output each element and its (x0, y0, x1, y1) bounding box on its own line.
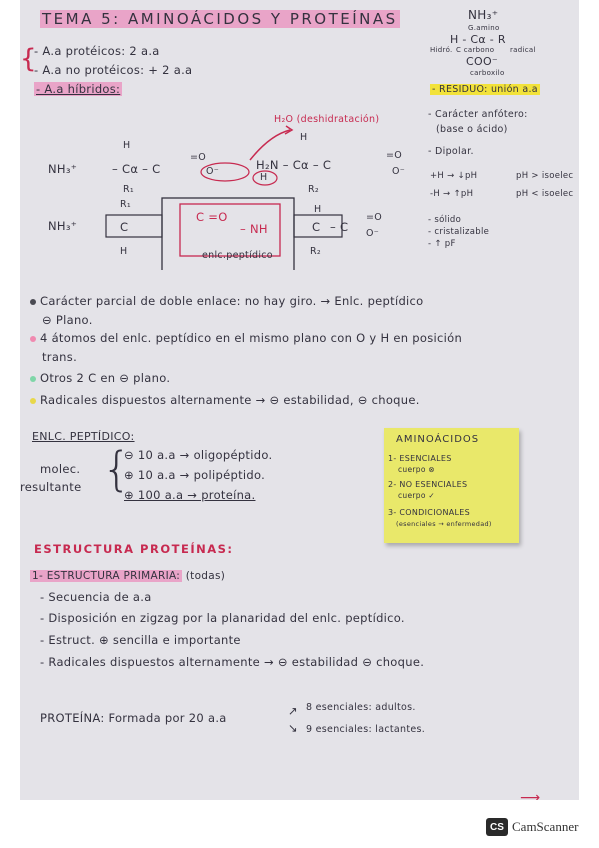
proteina-branch-1: 8 esenciales: adultos. (306, 702, 416, 713)
formula-coo: COO⁻ (466, 55, 499, 68)
residuo-label: - RESIDUO: unión a.a (432, 84, 538, 95)
bullet-3: Otros 2 C en ⊖ plano. (30, 371, 170, 385)
r2-top: R₂ (308, 184, 320, 195)
estructura-sub: 1- ESTRUCTURA PRIMARIA: (todas) (32, 570, 226, 582)
estructura-line-3: - Estruct. ⊕ sencilla e importante (40, 633, 241, 647)
o-minus-bottom: O⁻ (366, 228, 380, 239)
sticky-item-5: 3- CONDICIONALES (388, 508, 470, 517)
enlc-molec: molec. (40, 462, 81, 476)
o-minus-right: O⁻ (392, 166, 406, 177)
sticky-note (384, 428, 519, 543)
sticky-item-2: cuerpo ⊗ (398, 465, 435, 474)
enlc-row-1: ⊖ 10 a.a → oligopéptido. (124, 448, 273, 462)
h-top-right: H (300, 132, 308, 143)
prop-line-2: (base o ácido) (436, 124, 508, 135)
enlc-row-2: ⊕ 10 a.a → polipéptido. (124, 468, 266, 482)
h-bottom-left: H (120, 246, 128, 257)
enlc-row-3: ⊕ 100 a.a → proteína. (124, 488, 256, 502)
prop-line-4b: pH > isoelec (516, 171, 574, 181)
next-page-arrow-icon: ⟶ (520, 790, 541, 800)
o-bottom: =O (366, 212, 383, 223)
class-item-2: - A.a no protéicos: + 2 a.a (34, 63, 193, 77)
estructura-line-1: - Secuencia de a.a (40, 590, 152, 604)
h-top-left: H (123, 140, 131, 151)
brace-left: { (20, 44, 37, 74)
c-alpha-left: – Cα – C (112, 162, 161, 176)
formula-main: H - Cα - R (450, 33, 506, 46)
prop-line-6: - sólido (428, 215, 462, 225)
prop-line-5: -H → ↑pH (430, 189, 474, 199)
formula-g-amino: G.amino (468, 24, 500, 32)
estructura-heading: ESTRUCTURA PROTEÍNAS: (34, 542, 234, 556)
formula-hidr: Hidró. (430, 46, 453, 54)
proteina-branch-2: 9 esenciales: lactantes. (306, 724, 426, 735)
c-bottom-left: C (120, 220, 129, 234)
c-bottom-cooh: – C (330, 220, 349, 234)
title-text: TEMA 5: AMINOÁCIDOS Y PROTEÍNAS (42, 10, 398, 28)
prop-line-7: - cristalizable (428, 227, 490, 237)
proteina-arrow-up: ↗ (288, 704, 298, 718)
bullet-2: 4 átomos del enlc. peptídico en el mismo plano con O y H en posición (30, 331, 462, 345)
bullet-1: Carácter parcial de doble enlace: no hay giro. → Enlc. peptídico (30, 294, 424, 308)
page-title (40, 10, 400, 28)
formula-carboxilo: carboxilo (470, 69, 505, 77)
formula-carbono: C carbono (456, 46, 495, 54)
h-mid: H (260, 172, 268, 183)
r1-bottom: R₁ (120, 199, 132, 210)
prop-line-4: +H → ↓pH (430, 171, 478, 181)
bullet-1-cont: ⊖ Plano. (42, 313, 93, 327)
bullet-4: Radicales dispuestos alternamente → ⊖ estabilidad, ⊖ choque. (30, 393, 420, 407)
estructura-line-4: - Radicales dispuestos alternamente → ⊖ estabilidad ⊖ choque. (40, 655, 425, 669)
dehydration-label: H₂O (deshidratación) (274, 114, 380, 125)
r2-bottom: R₂ (310, 246, 322, 257)
enlc-brace: { (102, 442, 132, 496)
o-right: =O (386, 150, 403, 161)
peptide-co: C =O (196, 210, 228, 224)
peptide-label: enlc.peptídico (202, 250, 273, 261)
reaction-diagram-lines (20, 100, 420, 270)
camscanner-brand: CamScanner (512, 819, 579, 834)
bullet-2-cont: trans. (42, 350, 78, 364)
prop-line-5b: pH < isoelec (516, 189, 574, 199)
notebook-page (20, 0, 579, 800)
o-left: =O (190, 152, 207, 163)
sticky-item-1: 1- ESENCIALES (388, 454, 452, 463)
c-bottom-right: C (312, 220, 321, 234)
estructura-line-2: - Disposición en zigzag por la planaridad del enlc. peptídico. (40, 611, 405, 625)
formula-nh3: NH₃⁺ (468, 8, 499, 22)
class-item-3: - A.a híbridos: (36, 82, 121, 96)
prop-line-1: - Carácter anfótero: (428, 109, 528, 120)
h-bottom-right: H (314, 204, 322, 215)
camscanner-logo-icon: CS (486, 818, 508, 836)
o-minus-left: O⁻ (206, 166, 220, 177)
camscanner-watermark (486, 818, 578, 836)
sticky-item-6: (esenciales → enfermedad) (396, 520, 492, 528)
proteina-arrow-down: ↘ (288, 721, 298, 735)
peptide-nh: – NH (240, 222, 268, 236)
sticky-item-3: 2- NO ESENCIALES (388, 480, 468, 489)
enlc-heading: ENLC. PEPTÍDICO: (32, 430, 135, 443)
nh3-bottom: NH₃⁺ (48, 219, 78, 233)
prop-line-3: - Dipolar. (428, 146, 474, 157)
nh3-left: NH₃⁺ (48, 162, 78, 176)
r1-top: R₁ (123, 184, 135, 195)
formula-radical: radical (510, 46, 536, 54)
class-item-1: - A.a protéicos: 2 a.a (34, 44, 160, 58)
sticky-title: AMINOÁCIDOS (396, 434, 480, 445)
proteina-text: PROTEÍNA: Formada por 20 a.a (40, 711, 227, 725)
sticky-item-4: cuerpo ✓ (398, 491, 435, 500)
prop-line-8: - ↑ pF (428, 239, 456, 249)
h2n-group: H₂N – Cα – C (256, 158, 332, 172)
enlc-resultante: resultante (20, 480, 82, 494)
